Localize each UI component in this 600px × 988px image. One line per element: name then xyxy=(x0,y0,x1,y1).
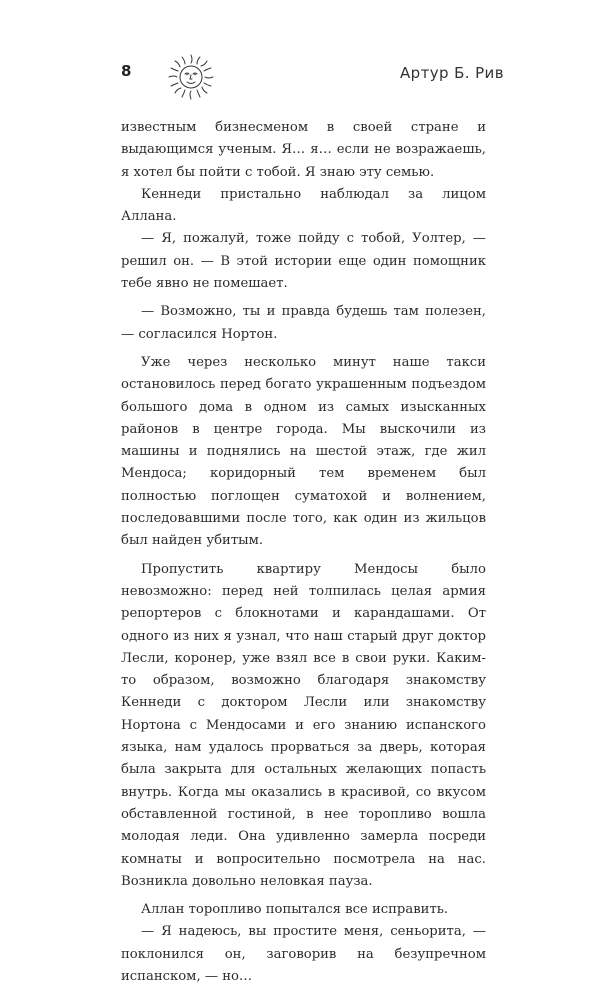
paragraph: известным бизнесменом в своей стране и выдающимся ученым. Я… я… если не возражаешь, я хотел бы пойти с тобой. Я знаю эту семью. xyxy=(121,120,486,180)
paragraph: — Я надеюсь, вы простите меня, сеньорита, — поклонился он, заговорив на безупречном испанском, — но… xyxy=(121,924,486,984)
paragraph: Кеннеди пристально наблюдал за лицом Аллана. xyxy=(121,186,486,225)
body-text xyxy=(121,117,486,988)
paragraph: Уже через несколько минут наше такси остановилось перед богато украшенным подъездом большого дома в одном из самых изысканных районов в центре города. Мы выскочили из машины и поднялись на шестой этаж, где жил Мендоса; коридорный тем временем был полностью поглощен суматохой и волнением, последовавшими после того, как один из жильцов был найден убитым. xyxy=(121,354,486,549)
paragraph: Пропустить квартиру Мендосы было невозможно: перед ней толпилась целая армия репортеров с блокнотами и карандашами. От одного из них я узнал, что наш старый друг доктор Лесли, коронер, уже взял все в свои руки. Каким-то образом, возможно благодаря знакомству Кеннеди с доктором Лесли или знакомству Нортона с Мендосами и его знанию испанского языка, нам удалось прорваться за дверь, которая была закрыта для остальных желающих попасть внутрь. Когда мы оказались в красивой, со вкусом обставленной гостиной, в нее торопливо вошла молодая леди. Она удивленно замерла посреди комнаты и вопросительно посмотрела на нас. Возникла довольно неловкая пауза. xyxy=(121,561,486,889)
paragraph: — Я, пожалуй, тоже пойду с тобой, Уолтер, — решил он. — В этой истории еще один помощник тебе явно не помешает. xyxy=(121,231,486,292)
paragraph: — Возможно, ты и правда будешь там полезен, — согласился Нортон. xyxy=(121,304,486,342)
page-number: 8 xyxy=(121,62,132,80)
running-head: Артур Б. Рив xyxy=(400,64,504,82)
sun-face-icon xyxy=(166,52,216,102)
paragraph: Аллан торопливо попытался все исправить. xyxy=(141,902,449,918)
